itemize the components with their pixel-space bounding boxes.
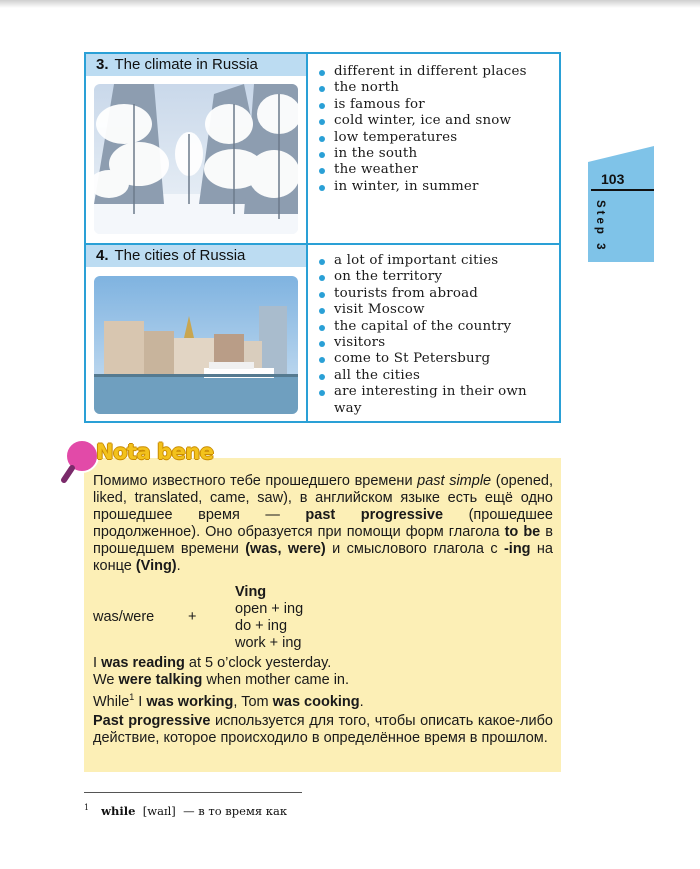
row-3-number: 3. — [96, 56, 109, 73]
row-3-header — [86, 54, 306, 76]
list-item: the capital of the country — [318, 319, 548, 335]
list-item: all the cities — [318, 368, 548, 384]
table-column-divider — [306, 54, 308, 421]
row-4-title: The cities of Russia — [114, 247, 246, 264]
usage-note: Past progressive используется для того, чтобы описать какое-либо действие, которое происходило в определённое время в прошлом. — [93, 713, 553, 746]
list-item: visitors — [318, 335, 548, 351]
list-item: cold winter, ice and snow — [318, 113, 527, 129]
example-2: We were talking when mother came in. — [93, 672, 350, 688]
page-number-rule — [591, 189, 654, 191]
example-3: While$^1$ I was working, Tom was cooking. — [93, 692, 364, 710]
nota-bene-intro: Помимо известного тебе прошедшего времени past simple (opened, liked, translated, came, saw), в английском языке есть ещё одно прошедшее время — past progressive (прошедшее продолженное). Оно образуется при помощи форм глагола to be в прошедшем времени (was, were) и смыслового глагола с -ing на конце (Ving). — [93, 473, 553, 574]
formula-head: Ving — [235, 584, 267, 600]
list-item: is famous for — [318, 97, 527, 113]
list-item: different in different places — [318, 64, 527, 80]
list-item: the north — [318, 80, 527, 96]
formula-row: do + ing — [235, 618, 288, 634]
step-label: Step 3 — [594, 200, 606, 253]
list-item: the weather — [318, 162, 527, 178]
formula-left: was/were — [93, 609, 155, 625]
vocabulary-table — [84, 52, 561, 423]
footnote: $^1$ while [waɪl] — в то время как — [84, 803, 288, 818]
example-1: I was reading at 5 o’clock yesterday. — [93, 655, 332, 671]
list-item: visit Moscow — [318, 302, 548, 318]
row-3-title: The climate in Russia — [114, 56, 258, 73]
formula-row: open + ing — [235, 601, 304, 617]
page-number: 103 — [601, 171, 625, 187]
list-item: tourists from abroad — [318, 286, 548, 302]
list-item: are interesting in their own way — [318, 384, 548, 417]
nota-bene-title: Nota bene — [96, 440, 214, 464]
page-top-shadow — [0, 0, 700, 8]
formula-plus: + — [188, 609, 197, 625]
city-riverside-image — [94, 276, 298, 414]
row-4-word-list — [318, 253, 548, 417]
list-item: a lot of important cities — [318, 253, 548, 269]
row-4-header — [86, 245, 306, 267]
list-item: come to St Petersburg — [318, 351, 548, 367]
row-4-number: 4. — [96, 247, 109, 264]
list-item: in winter, in summer — [318, 179, 527, 195]
list-item: on the territory — [318, 269, 548, 285]
footnote-rule — [84, 792, 302, 793]
row-3-word-list — [318, 64, 527, 195]
list-item: in the south — [318, 146, 527, 162]
snowy-forest-image — [94, 84, 298, 234]
formula-row: work + ing — [235, 635, 302, 651]
list-item: low temperatures — [318, 130, 527, 146]
